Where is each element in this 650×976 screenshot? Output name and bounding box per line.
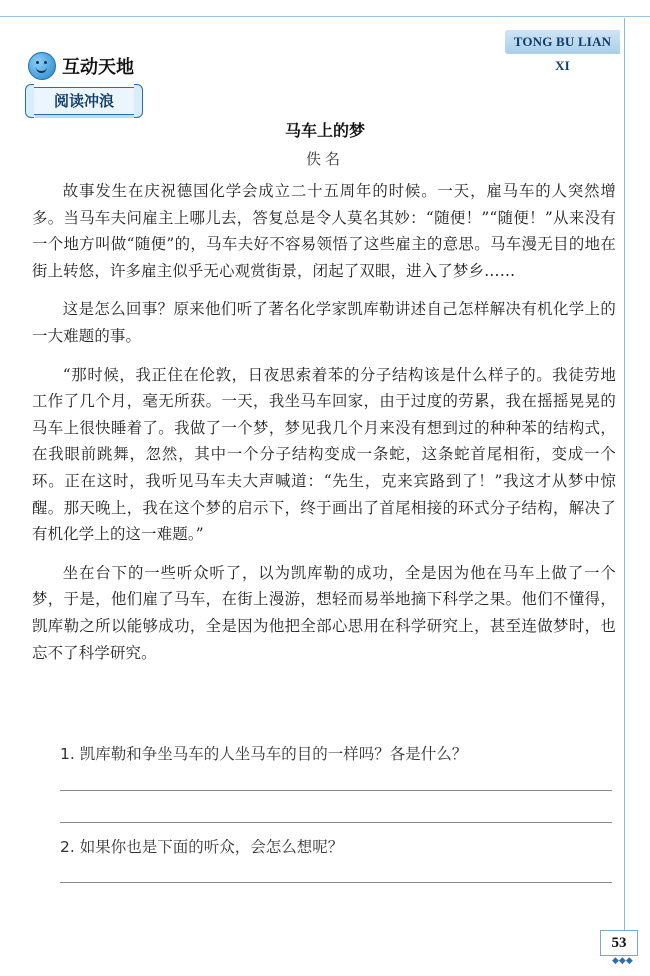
answer-line[interactable]	[60, 790, 612, 791]
paragraph: “那时候，我正住在伦敦，日夜思索着苯的分子结构该是什么样子的。我徒劳地工作了几个月，毫无所获。一天，我坐马车回家，由于过度的劳累，我在摇摇晃晃的马车上很快睡着了。我做了一个梦，梦见我几个月来没有想到过的种种苯的结构式，在我眼前跳舞，忽然，其中一个分子结构变成一条蛇，这条蛇首尾相衔，变成一个环。正在这时，我听见马车夫大声喊道：“先生，克来宾路到了！”我这才从梦中惊醒。那天晚上，我在这个梦的启示下，终于画出了首尾相接的环式分子结构，解决了有机化学上的这一难题。”	[32, 365, 616, 544]
subsection-label: 阅读冲浪	[32, 87, 136, 115]
section-header	[28, 52, 134, 80]
answer-line[interactable]	[60, 882, 612, 883]
paragraph: 这是怎么回事？原来他们听了著名化学家凯库勒讲述自己怎样解决有机化学上的一大难题的事。	[32, 300, 616, 345]
paragraph: 坐在台下的一些听众听了，以为凯库勒的成功，全是因为他在马车上做了一个梦，于是，他们雇了马车，在街上漫游，想轻而易举地摘下科学之果。他们不懂得，凯库勒之所以能够成功，全是因为他把全部心思用在科学研究上，甚至连做梦时，也忘不了科学研究。	[32, 563, 616, 662]
series-tab: TONG BU LIAN XI	[505, 30, 620, 54]
question-2: 2. 如果你也是下面的听众，会怎么想呢？	[60, 838, 344, 856]
section-title: 互动天地	[62, 57, 134, 78]
top-rule	[0, 0, 650, 17]
article-title: 马车上的梦	[284, 121, 365, 140]
page-number: 53	[600, 930, 638, 956]
answer-line[interactable]	[60, 822, 612, 823]
article-author: 佚名	[305, 150, 344, 168]
footer-ornament-icon: ◆◆◆	[612, 956, 633, 966]
question-1: 1. 凯库勒和争坐马车的人坐马车的目的一样吗？各是什么？	[60, 745, 468, 763]
article-body	[32, 178, 616, 678]
paragraph: 故事发生在庆祝德国化学会成立二十五周年的时候。一天，雇马车的人突然增多。当马车夫问雇主上哪儿去，答复总是令人莫名其妙：“随便！”“随便！”从来没有一个地方叫做“随便”的，马车夫好不容易领悟了这些雇主的意思。马车漫无目的地在街上转悠，许多雇主似乎无心观赏街景，闭起了双眼，进入了梦乡……	[32, 182, 616, 280]
smiley-globe-icon	[28, 52, 56, 80]
